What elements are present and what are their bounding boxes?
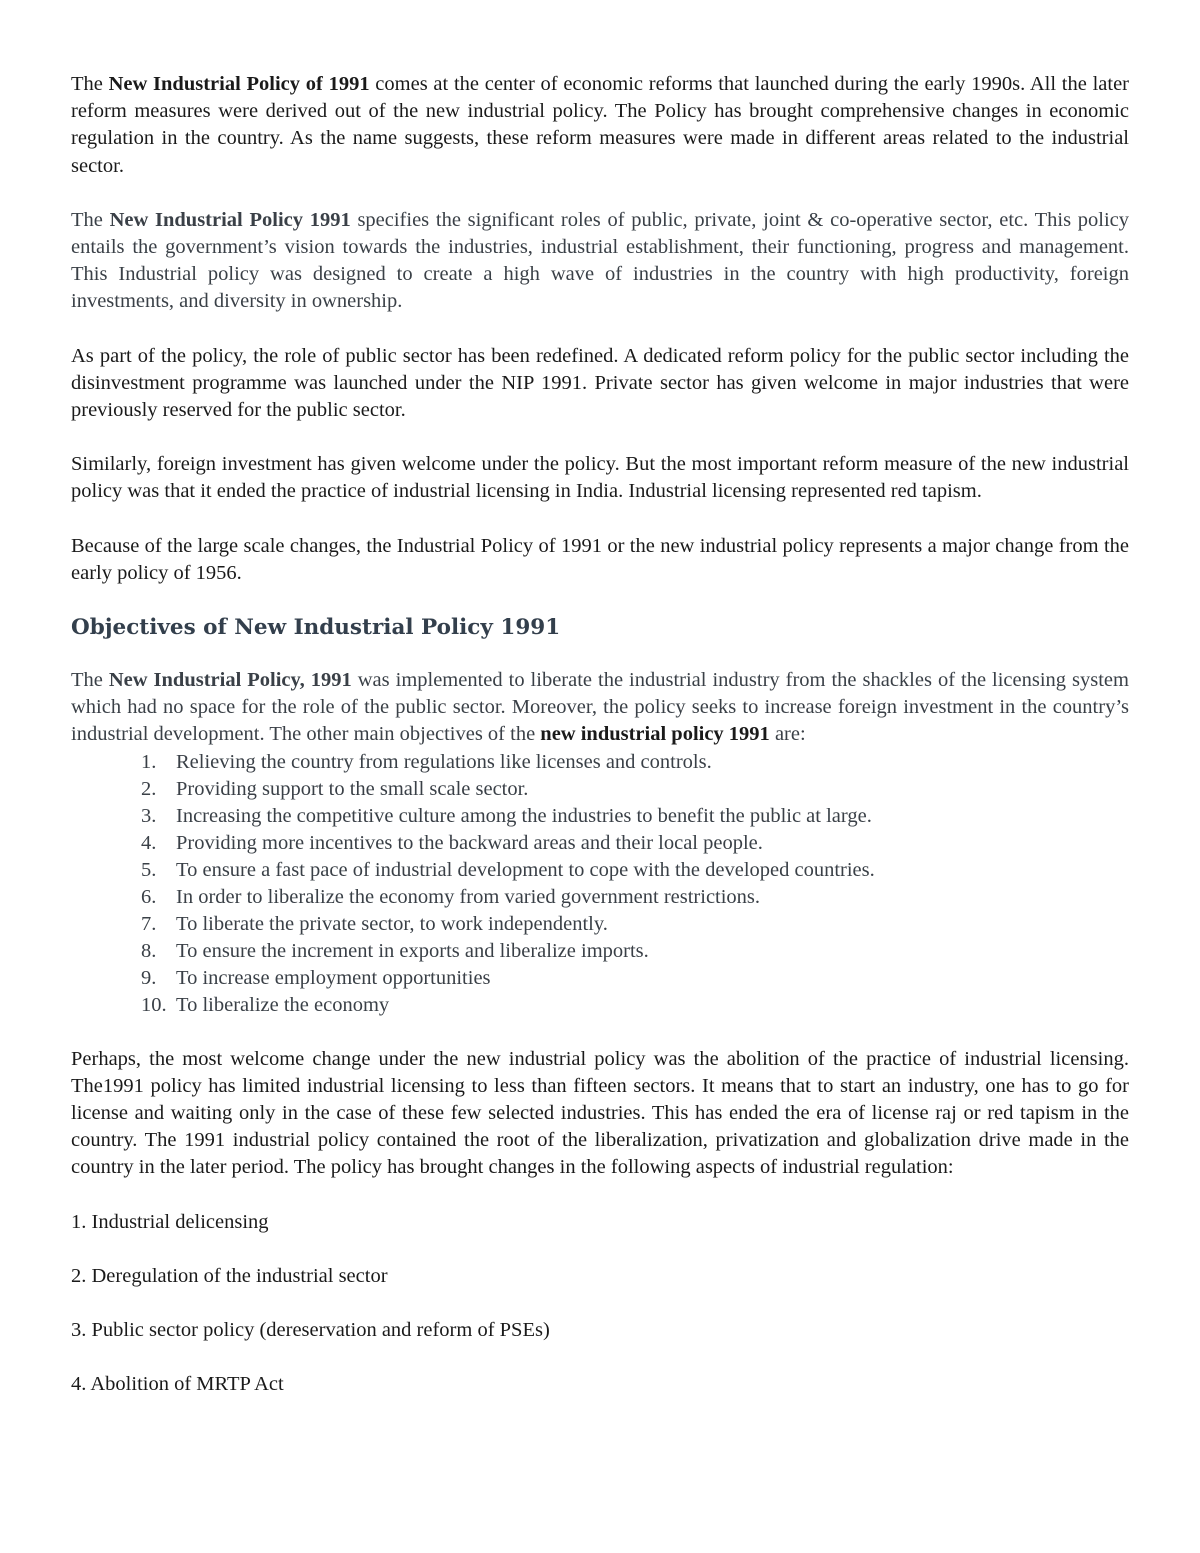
aspects-list: [71, 1209, 1129, 1398]
list-item: 7. To liberate the private sector, to work independently.: [141, 912, 608, 935]
objectives-intro-paragraph: The New Industrial Policy, 1991 was implemented to liberate the industrial industry from the shackles of the licensing system which had no space for the role of the public sector. Moreover, the policy seeks to increase foreign investment in the country’s industrial development. The other main objectives of the new industrial policy 1991 are:: [71, 669, 1129, 746]
list-item: 2. Providing support to the small scale sector.: [141, 777, 529, 800]
bold-term: new industrial policy 1991: [540, 723, 770, 746]
list-item: 3. Increasing the competitive culture among the industries to benefit the public at large.: [141, 804, 872, 827]
objectives-heading: Objectives of New Industrial Policy 1991: [71, 615, 561, 641]
list-item: 3. Public sector policy (dereservation and reform of PSEs): [71, 1318, 550, 1341]
list-item: 9. To increase employment opportunities: [141, 966, 491, 989]
list-item: 4. Abolition of MRTP Act: [71, 1372, 284, 1395]
list-item: 8. To ensure the increment in exports and liberalize imports.: [141, 939, 649, 962]
objectives-list: [71, 749, 1129, 1019]
list-item: 6. In order to liberalize the economy from varied government restrictions.: [141, 885, 761, 908]
roles-paragraph: The New Industrial Policy 1991 specifies the significant roles of public, private, joint & co-operative sector, etc. This policy entails the government’s vision towards the industries, industrial establishment, their functioning, progress and management. This Industrial policy was designed to create a high wave of industries in the country with high productivity, foreign investments, and diversity in ownership.: [71, 208, 1130, 313]
delicensing-paragraph: Perhaps, the most welcome change under the new industrial policy was the abolition of the practice of industrial licensing. The1991 policy has limited industrial licensing to less than fifteen sectors. It means that to start an industry, one has to go for license and waiting only in the case of these few selected industries. This has ended the era of license raj or red tapism in the country. The 1991 industrial policy contained the root of the liberalization, privatization and globalization drive made in the country in the later period. The policy has brought changes in the following aspects of industrial regulation:: [71, 1047, 1129, 1179]
bold-term: New Industrial Policy 1991: [109, 208, 351, 231]
foreign-investment-paragraph: Similarly, foreign investment has given welcome under the policy. But the most important reform measure of the new industrial policy was that it ended the practice of industrial licensing in India. Industrial licensing represented red tapism.: [71, 453, 1129, 503]
bold-term: New Industrial Policy, 1991: [108, 669, 352, 692]
public-sector-paragraph: As part of the policy, the role of public sector has been redefined. A dedicated reform policy for the public sector including the disinvestment programme was launched under the NIP 1991. Private sector has given welcome in major industries that were previously reserved for the public sector.: [71, 344, 1129, 422]
list-item: 4. Providing more incentives to the backward areas and their local people.: [141, 831, 763, 854]
list-item: 10. To liberalize the economy: [141, 993, 390, 1016]
bold-term: New Industrial Policy of 1991: [108, 73, 370, 95]
list-item: 1. Industrial delicensing: [71, 1210, 269, 1233]
document-page: [71, 71, 1129, 1398]
list-item: 1. Relieving the country from regulations like licenses and controls.: [141, 750, 712, 773]
list-item: 5. To ensure a fast pace of industrial development to cope with the developed countries.: [141, 858, 875, 881]
intro-paragraph: The New Industrial Policy of 1991 comes at the center of economic reforms that launched during the early 1990s. All the later reform measures were derived out of the new industrial policy. The Policy has brought comprehensive changes in economic regulation in the country. As the name suggests, these reform measures were made in different areas related to the industrial sector.: [71, 73, 1129, 177]
large-scale-changes-paragraph: Because of the large scale changes, the Industrial Policy of 1991 or the new industrial policy represents a major change from the early policy of 1956.: [71, 534, 1129, 584]
list-item: 2. Deregulation of the industrial sector: [71, 1264, 388, 1287]
